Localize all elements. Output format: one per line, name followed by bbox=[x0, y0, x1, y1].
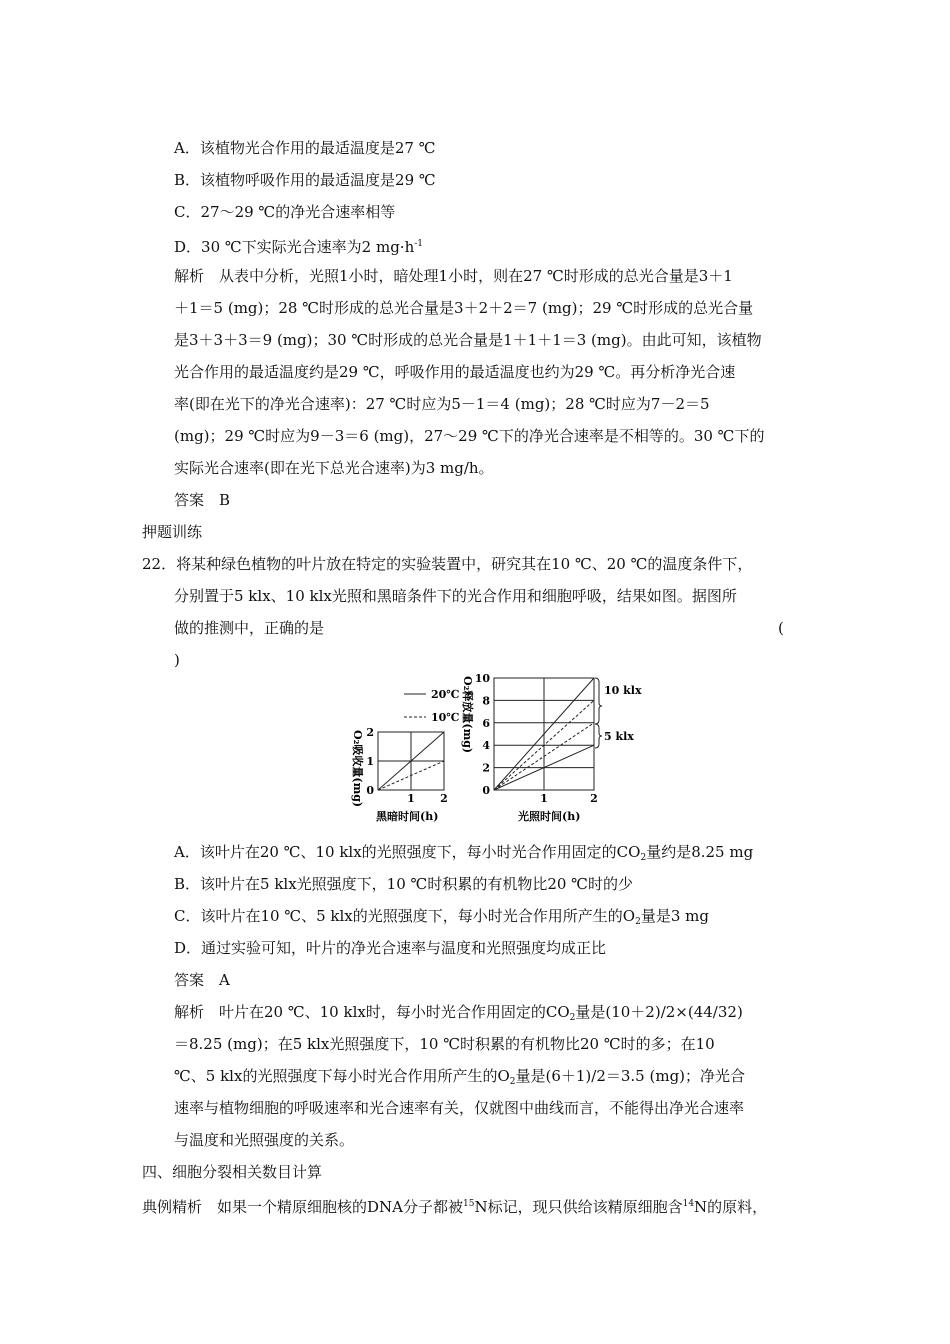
q22-option-d: D．通过实验可知，叶片的净光合速率与温度和光照强度均成正比 bbox=[174, 939, 607, 957]
q22-analysis-3-sub: 2 bbox=[509, 1077, 516, 1087]
answer-paren-open: ( bbox=[778, 619, 784, 637]
light-ytick-label-2: 4 bbox=[482, 739, 490, 753]
q22-option-a-tail: 量约是8.25 mg bbox=[646, 843, 754, 861]
light-xlabel: 光照时间(h) bbox=[518, 810, 581, 823]
example-sup-15: 15 bbox=[463, 1199, 475, 1209]
q21-analysis-line-2: ＋1＝5 (mg)；28 ℃时形成的总光合量是3＋2＋2＝7 (mg)；29 ℃时形成的总光合量 bbox=[174, 299, 754, 317]
q22-analysis-line-1 bbox=[174, 1002, 743, 1028]
q22-analysis-1-tail: 量是(10＋2)/2×(44/32) bbox=[575, 1003, 743, 1021]
dark-xtick-label-2: 2 bbox=[440, 792, 448, 805]
q22-option-c-sub: 2 bbox=[635, 917, 641, 927]
q21-option-d-text: D．30 ℃下实际光合速率为2 mg·h bbox=[174, 238, 415, 256]
q22-stem-line-2: 分别置于5 klx、10 klx光照和黑暗条件下的光合作用和细胞呼吸，结果如图。据图所 bbox=[174, 587, 737, 605]
q22-analysis-line-3 bbox=[174, 1066, 745, 1092]
section4-title: 四、细胞分裂相关数目计算 bbox=[142, 1163, 323, 1181]
light-ytick-label-3: 6 bbox=[482, 716, 490, 730]
q21-analysis-line-1: 解析 从表中分析，光照1小时，暗处理1小时，则在27 ℃时形成的总光合量是3＋1 bbox=[174, 267, 733, 285]
q22-option-a bbox=[174, 842, 753, 868]
q22-option-c-tail: 量是3 mg bbox=[640, 907, 709, 925]
example-text: 典例精析 如果一个精原细胞核的DNA分子都被 bbox=[142, 1198, 463, 1216]
q22-option-a-text: A．该叶片在20 ℃、10 klx的光照强度下，每小时光合作用固定的CO bbox=[174, 843, 641, 861]
example-tail: N的原料， bbox=[694, 1198, 768, 1216]
dark-ytick-label-1: 1 bbox=[366, 755, 374, 768]
example-mid: N标记，现只供给该精原细胞含 bbox=[474, 1198, 683, 1216]
q22-analysis-1-text: 解析 叶片在20 ℃、10 klx时，每小时光合作用固定的CO bbox=[174, 1003, 570, 1021]
q21-answer: 答案 B bbox=[174, 491, 231, 509]
light-ytick-label-1: 2 bbox=[482, 761, 490, 775]
q21-analysis-line-5: 率(即在光下的净光合速率)：27 ℃时应为5－1＝4 (mg)；28 ℃时应为7－2＝5 bbox=[174, 395, 710, 413]
light-ytick-label-5: 10 bbox=[474, 672, 490, 685]
q21-option-c: C．27～29 ℃的净光合速率相等 bbox=[174, 203, 396, 221]
bracket-10klx bbox=[595, 678, 602, 724]
chart-light bbox=[461, 672, 642, 823]
light-ytick-label-4: 8 bbox=[482, 694, 490, 708]
q21-option-d bbox=[174, 234, 423, 257]
dark-ytick-label-0: 0 bbox=[366, 784, 374, 797]
q22-option-b: B．该叶片在5 klx光照强度下，10 ℃时积累的有机物比20 ℃时的少 bbox=[174, 875, 633, 893]
legend-dashed-label: 10℃ bbox=[431, 711, 460, 724]
bracket-10klx-label: 10 klx bbox=[604, 684, 642, 697]
light-xtick-label-1: 1 bbox=[540, 792, 548, 805]
q21-analysis-line-7: 实际光合速率(即在光下总光合速率)为3 mg/h。 bbox=[174, 459, 494, 477]
dark-xtick-label-1: 1 bbox=[407, 792, 415, 805]
q21-analysis-line-6: (mg)；29 ℃时应为9－3＝6 (mg)，27～29 ℃下的净光合速率是不相等的。30 ℃下的 bbox=[174, 427, 765, 445]
q21-analysis-line-4: 光合作用的最适温度约是29 ℃，呼吸作用的最适温度也约为29 ℃。再分析净光合速 bbox=[174, 363, 736, 381]
q22-analysis-line-4: 速率与植物细胞的呼吸速率和光合速率有关，仅就图中曲线而言，不能得出净光合速率 bbox=[174, 1099, 745, 1117]
figure bbox=[340, 668, 670, 830]
bracket-5klx bbox=[595, 724, 602, 748]
q22-answer: 答案 A bbox=[174, 971, 230, 989]
chart-dark bbox=[351, 726, 448, 823]
dark-xlabel: 黑暗时间(h) bbox=[376, 810, 439, 823]
q22-stem-line-3: 做的推测中，正确的是 bbox=[174, 619, 325, 637]
example-line bbox=[142, 1194, 767, 1217]
bracket-5klx-label: 5 klx bbox=[604, 730, 634, 743]
dark-ytick-label-2: 2 bbox=[366, 726, 374, 739]
q22-option-a-sub: 2 bbox=[640, 853, 647, 863]
q22-option-c-text: C．该叶片在10 ℃、5 klx的光照强度下，每小时光合作用所产生的O bbox=[174, 907, 636, 925]
legend-solid-label: 20℃ bbox=[431, 688, 460, 701]
q21-option-b: B．该植物呼吸作用的最适温度是29 ℃ bbox=[174, 171, 436, 189]
light-ytick-label-0: 0 bbox=[482, 784, 490, 797]
dark-ylabel: O₂吸收量(mg) bbox=[351, 730, 364, 808]
q22-analysis-line-5: 与温度和光照强度的关系。 bbox=[174, 1131, 355, 1149]
q22-analysis-1-sub: 2 bbox=[569, 1013, 576, 1023]
light-xtick-label-2: 2 bbox=[590, 792, 598, 805]
q22-option-c bbox=[174, 906, 709, 932]
q22-stem-line-1: 22．将某种绿色植物的叶片放在特定的实验装置中，研究其在10 ℃、20 ℃的温度条件下， bbox=[142, 555, 753, 573]
light-ylabel: O₂释放量(mg) bbox=[461, 676, 474, 754]
q21-option-a: A．该植物光合作用的最适温度是27 ℃ bbox=[174, 139, 436, 157]
q22-analysis-3-text: ℃、5 klx的光照强度下每小时光合作用所产生的O bbox=[174, 1067, 510, 1085]
q21-analysis-line-3: 是3＋3＋3＝9 (mg)；30 ℃时形成的总光合量是1＋1＋1＝3 (mg)。由此可知，该植物 bbox=[174, 331, 762, 349]
answer-paren-close: ) bbox=[174, 651, 180, 669]
q21-option-d-sup: -1 bbox=[414, 239, 424, 249]
q22-analysis-3-tail: 量是(6＋1)/2＝3.5 (mg)；净光合 bbox=[515, 1067, 746, 1085]
q22-analysis-line-2: ＝8.25 (mg)；在5 klx光照强度下，10 ℃时积累的有机物比20 ℃时的多；在10 bbox=[174, 1035, 715, 1053]
section-label: 押题训练 bbox=[142, 523, 203, 541]
example-sup-14: 14 bbox=[682, 1199, 695, 1209]
